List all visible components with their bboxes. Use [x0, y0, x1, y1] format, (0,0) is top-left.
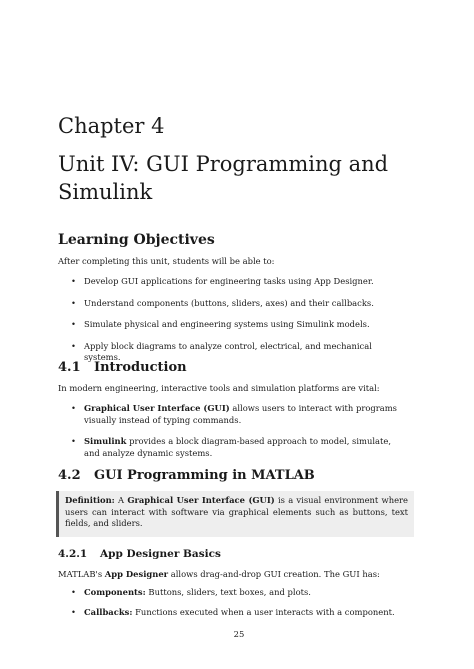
list-item: • Understand components (buttons, sliders, axes) and their callbacks.	[71, 297, 374, 308]
list-item: • Graphical User Interface (GUI) allows users to interact with programs visually instead of typing commands.	[71, 403, 397, 425]
section-heading-introduction: 4.1 Introduction	[58, 360, 187, 375]
learning-objectives-heading: Learning Objectives	[58, 232, 215, 248]
bullet-icon: •	[71, 276, 76, 286]
subsection-heading-app-designer: 4.2.1 App Designer Basics	[58, 548, 221, 560]
bullet-icon: •	[71, 340, 76, 351]
bullet-icon: •	[71, 319, 76, 329]
definition-box: Definition: A Graphical User Interface (GUI) is a visual environment where users can interact with software via graphical elements such as buttons, text fields, and sliders.	[56, 491, 414, 537]
learning-objectives-list	[58, 276, 408, 364]
list-item: • Develop GUI applications for engineering tasks using App Designer.	[71, 276, 374, 286]
list-item: • Simulate physical and engineering systems using Simulink models.	[71, 319, 370, 329]
section-heading-gui-programming: 4.2 GUI Programming in MATLAB	[58, 468, 315, 483]
introduction-list	[58, 403, 408, 459]
learning-objectives-intro: After completing this unit, students will be able to:	[58, 256, 275, 266]
chapter-title: Unit IV: GUI Programming and Simulink	[58, 152, 389, 204]
app-designer-list	[58, 587, 408, 618]
bullet-icon: •	[71, 606, 76, 617]
bullet-icon: •	[71, 403, 76, 413]
page-number: 25	[233, 629, 245, 639]
chapter-label: Chapter 4	[58, 114, 165, 138]
bullet-icon: •	[71, 297, 76, 308]
list-item: • Apply block diagrams to analyze control, electrical, and mechanical systems.	[71, 340, 372, 362]
list-item: • Callbacks: Functions executed when a user interacts with a component.	[71, 606, 395, 617]
list-item: • Simulink provides a block diagram-based approach to model, simulate, and analyze dynamic systems.	[71, 436, 391, 458]
list-item: • Components: Buttons, sliders, text boxes, and plots.	[71, 587, 311, 597]
app-designer-intro: MATLAB's App Designer allows drag-and-drop GUI creation. The GUI has:	[58, 569, 380, 579]
bullet-icon: •	[71, 587, 76, 597]
introduction-intro: In modern engineering, interactive tools and simulation platforms are vital:	[58, 383, 380, 393]
bullet-icon: •	[71, 436, 76, 446]
